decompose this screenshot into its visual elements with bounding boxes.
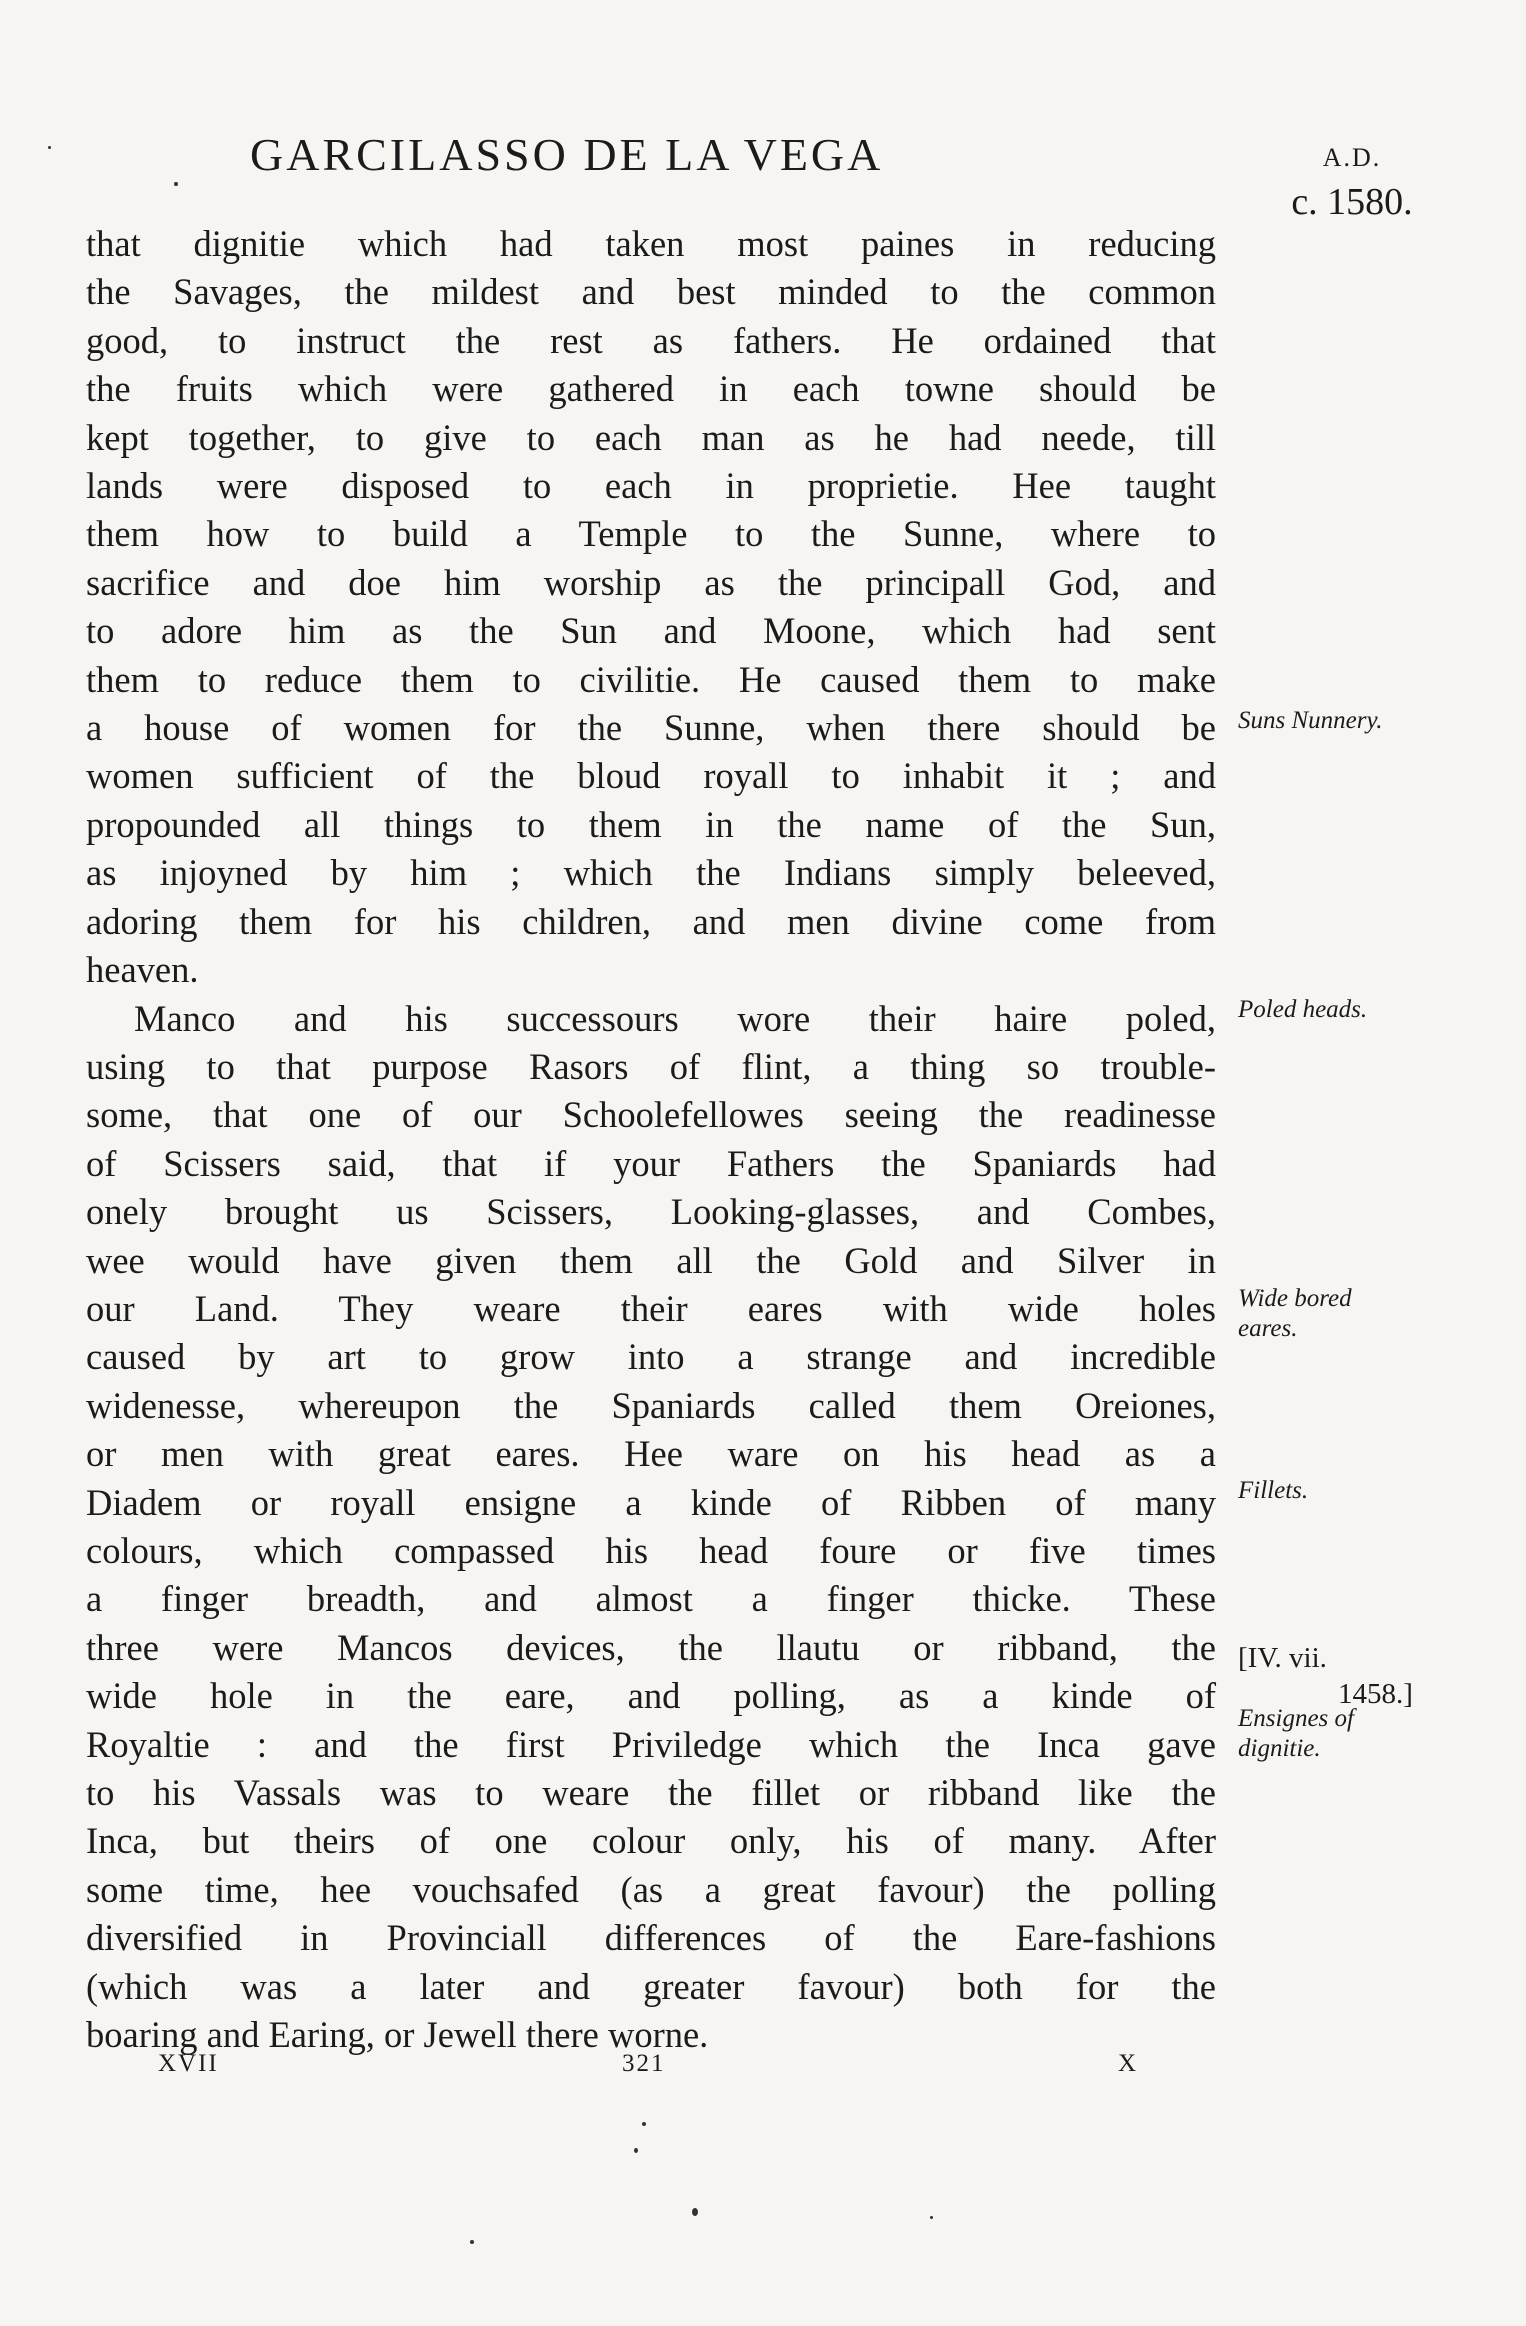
running-title: GARCILASSO DE LA VEGA — [250, 129, 884, 180]
text-line: some, that one of our Schoolefellowes seeing the readinesse — [86, 1094, 1216, 1136]
paragraph-1 — [86, 220, 1216, 995]
text-line: kept together, to give to each man as he had neede, till — [86, 416, 1216, 458]
text-line: Diadem or royall ensigne a kinde of Ribben of many — [86, 1481, 1216, 1523]
text-line: some time, hee vouchsafed (as a great favour) the polling — [86, 1868, 1216, 1910]
text-line: Manco and his successours wore their haire poled, — [134, 997, 1216, 1039]
text-line: lands were disposed to each in proprietie. Hee taught — [86, 465, 1216, 507]
reference-line-2: 1458.] — [1338, 1678, 1413, 1710]
text-line: a finger breadth, and almost a finger thicke. These — [86, 1578, 1216, 1620]
margin-note-ensignes-line2: dignitie. — [1238, 1735, 1321, 1762]
text-line: of Scissers said, that if your Fathers the Spaniards had — [86, 1142, 1216, 1184]
text-line: them to reduce them to civilitie. He caused them to make — [86, 658, 1216, 700]
text-line: good, to instruct the rest as fathers. He ordained that — [86, 319, 1216, 361]
text-line: as injoyned by him ; which the Indians simply beleeved, — [86, 852, 1216, 894]
text-line: Royaltie : and the first Priviledge which the Inca gave — [86, 1723, 1216, 1765]
text-line: or men with great eares. Hee ware on his head as a — [86, 1433, 1216, 1475]
text-line: to his Vassals was to weare the fillet or ribband like the — [86, 1772, 1216, 1813]
scan-speck — [470, 2240, 474, 2244]
text-line: them how to build a Temple to the Sunne, where to — [86, 513, 1216, 555]
body-text — [86, 220, 1216, 2059]
text-line: sacrifice and doe him worship as the principall God, and — [86, 561, 1216, 603]
text-line: colours, which compassed his head foure or five times — [86, 1529, 1216, 1571]
text-line: to adore him as the Sun and Moone, which had sent — [86, 610, 1216, 652]
text-line: a house of women for the Sunne, when there should be — [86, 707, 1216, 749]
margin-note-suns-nunnery: Suns Nunnery. — [1238, 707, 1383, 734]
text-line: women sufficient of the bloud royall to inhabit it ; and — [86, 755, 1216, 797]
text-line: that dignitie which had taken most paines in reducing — [86, 223, 1216, 264]
text-line: boaring and Earing, or Jewell there worne. — [86, 2014, 709, 2056]
page-number: 321 — [622, 2050, 666, 2077]
text-line: adoring them for his children, and men divine come from — [86, 900, 1216, 942]
original-page-reference — [1238, 1640, 1413, 1712]
text-line: wee would have given them all the Gold and Silver in — [86, 1239, 1216, 1281]
ad-label: A.D. — [1322, 143, 1382, 172]
margin-note-poled-heads: Poled heads. — [1238, 996, 1368, 1023]
margin-note-ensignes — [1238, 1704, 1354, 1764]
paragraph-2 — [86, 995, 1216, 2060]
margin-note-wide-bored-line2: eares. — [1238, 1315, 1298, 1342]
text-line: the Savages, the mildest and best minded to the common — [86, 271, 1216, 313]
margin-note-ensignes-line1: Ensignes of — [1238, 1705, 1354, 1732]
text-line: (which was a later and greater favour) both for the — [86, 1965, 1216, 2007]
text-line: widenesse, whereupon the Spaniards called them Oreiones, — [86, 1384, 1216, 1426]
text-line: wide hole in the eare, and polling, as a kinde of — [86, 1675, 1216, 1717]
margin-note-wide-bored — [1238, 1284, 1352, 1344]
text-line: three were Mancos devices, the llautu or ribband, the — [86, 1626, 1216, 1668]
margin-note-wide-bored-line1: Wide bored — [1238, 1285, 1352, 1312]
text-line: the fruits which were gathered in each towne should be — [86, 368, 1216, 410]
scan-speck — [48, 146, 51, 149]
scan-speck — [642, 2122, 646, 2126]
text-line: using to that purpose Rasors of flint, a thing so trouble- — [86, 1045, 1216, 1087]
text-line: onely brought us Scissers, Looking-glasses, and Combes, — [86, 1191, 1216, 1233]
text-line: diversified in Provinciall differences of the Eare-fashions — [86, 1917, 1216, 1959]
margin-note-fillets: Fillets. — [1238, 1477, 1309, 1504]
scan-speck — [692, 2208, 698, 2216]
scan-speck — [174, 182, 178, 186]
reference-line-1: [IV. vii. — [1238, 1642, 1327, 1674]
text-line: Inca, but theirs of one colour only, his of many. After — [86, 1820, 1216, 1862]
ad-date: c. 1580. — [1291, 181, 1413, 223]
signature-mark: XVII — [158, 2050, 219, 2077]
date-marker — [1262, 136, 1442, 224]
text-line: caused by art to grow into a strange and incredible — [86, 1336, 1216, 1378]
text-line: propounded all things to them in the name of the Sun, — [86, 803, 1216, 845]
scan-speck — [634, 2148, 638, 2153]
text-line: our Land. They weare their eares with wide holes — [86, 1287, 1216, 1329]
scan-speck — [930, 2216, 933, 2219]
text-line: heaven. — [86, 949, 199, 991]
catchword: X — [1118, 2050, 1139, 2077]
